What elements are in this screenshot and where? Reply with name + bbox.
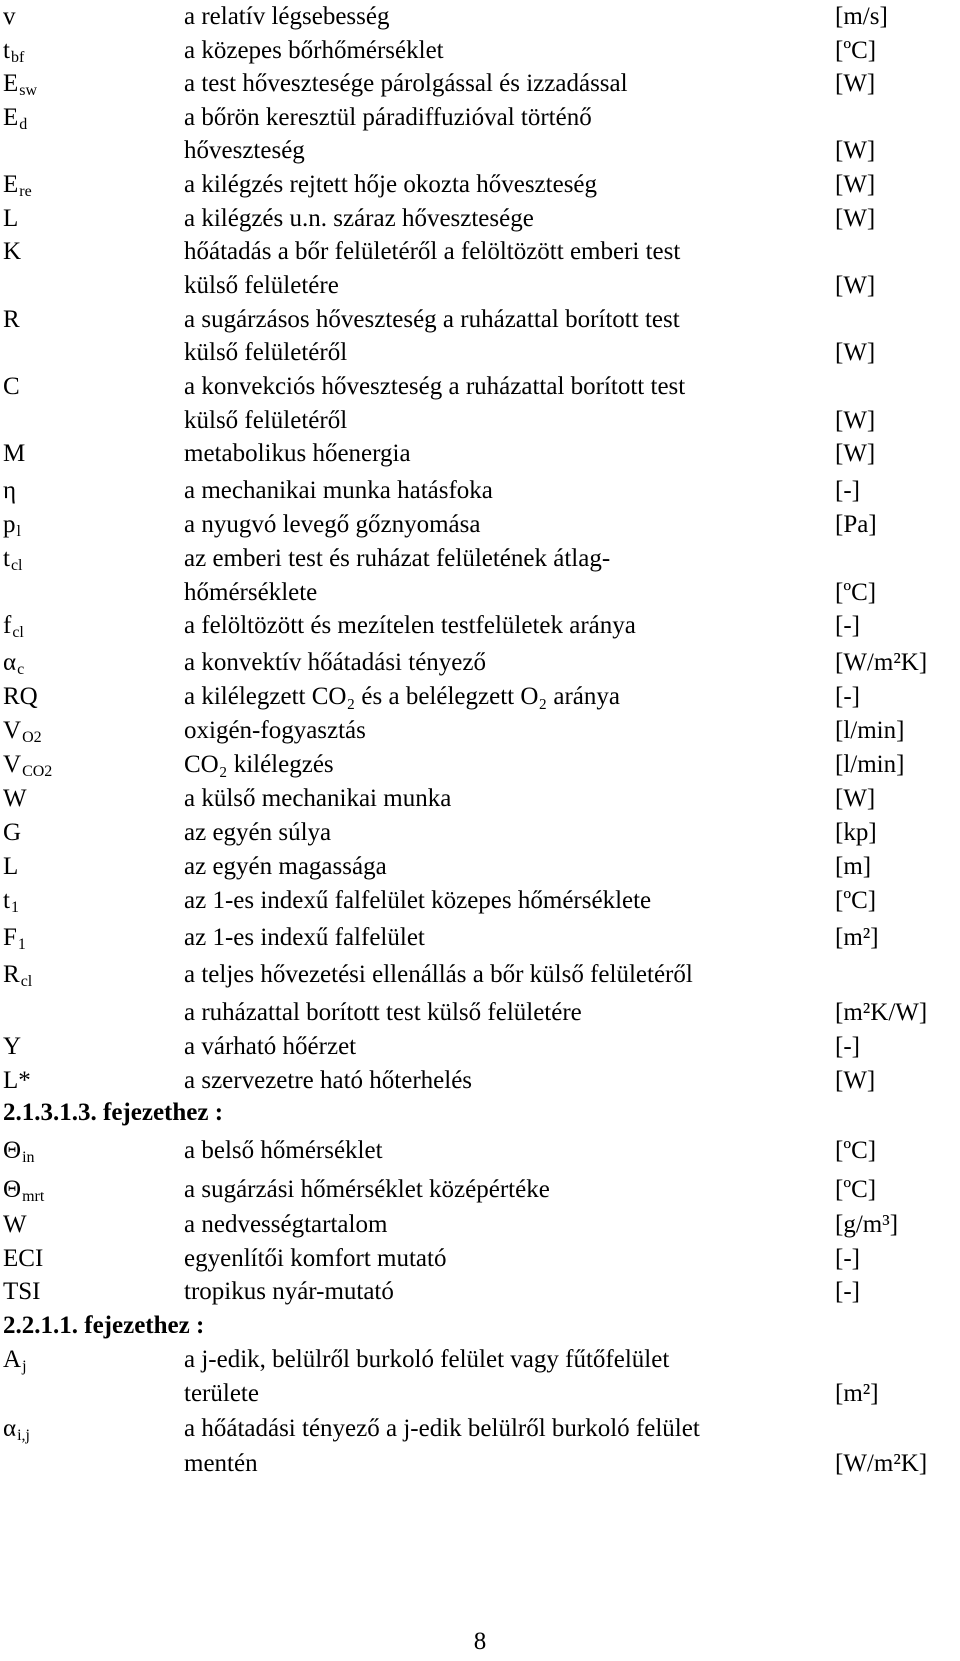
symbol-description: az egyén magassága — [184, 853, 387, 880]
symbol: $\alpha_{i,j}$ — [3, 1415, 30, 1444]
symbol-unit: [-] — [835, 612, 860, 639]
symbol-unit: [l/min] — [835, 751, 905, 778]
symbol-description: a test hővesztesége párolgással és izzadással — [184, 70, 628, 97]
symbol-unit: [W] — [835, 407, 876, 434]
symbol-description: az 1-es indexű falfelület — [184, 924, 425, 951]
symbol-description: a konvektív hőátadási tényező — [184, 649, 486, 676]
symbol: $F_1$ — [3, 924, 26, 953]
symbol-description: a nedvességtartalom — [184, 1211, 388, 1238]
symbol: v — [3, 3, 16, 30]
symbol-unit: [W] — [835, 137, 876, 164]
symbol-description: a kilélegzett CO₂ és a belélegzett O₂ aránya — [184, 683, 620, 710]
symbol-description: külső felületéről — [184, 407, 348, 434]
symbol-unit: [ºC] — [835, 1137, 877, 1164]
symbol-description: a sugárzási hőmérséklet középértéke — [184, 1176, 550, 1203]
symbol-unit: [W] — [835, 339, 876, 366]
symbol: $E_d$ — [3, 104, 28, 133]
section-heading: 2.1.3.1.3. fejezethez : — [3, 1099, 224, 1126]
symbol: η — [3, 477, 17, 504]
symbol-unit: [-] — [835, 1278, 860, 1305]
symbol-unit: [m²] — [835, 1380, 879, 1407]
symbol-unit: [m²] — [835, 924, 879, 951]
symbol: $t_{bf}$ — [3, 37, 25, 66]
symbol-description: a belső hőmérséklet — [184, 1137, 383, 1164]
symbol-unit: [-] — [835, 683, 860, 710]
symbol-unit: [W/m²K] — [835, 1450, 928, 1477]
symbol: $\alpha_c$ — [3, 649, 25, 678]
symbol-description: hőveszteség — [184, 137, 305, 164]
symbol-unit: [m/s] — [835, 3, 888, 30]
symbol: $R_{cl}$ — [3, 961, 33, 990]
symbol: W — [3, 785, 27, 812]
section-heading: 2.2.1.1. fejezethez : — [3, 1312, 205, 1339]
symbol: L* — [3, 1067, 31, 1094]
symbol-description: metabolikus hőenergia — [184, 440, 411, 467]
symbol-unit: [ºC] — [835, 1176, 877, 1203]
symbol-unit: [kp] — [835, 819, 877, 846]
symbol-description: az 1-es indexű falfelület közepes hőmérséklete — [184, 887, 652, 914]
symbol-description: a közepes bőrhőmérséklet — [184, 37, 444, 64]
symbol-description: a szervezetre ható hőterhelés — [184, 1067, 473, 1094]
symbol: $p_l$ — [3, 511, 21, 540]
symbol-unit: [W/m²K] — [835, 649, 928, 676]
symbol-unit: [ºC] — [835, 579, 877, 606]
symbol-description: a mechanikai munka hatásfoka — [184, 477, 493, 504]
symbol-unit: [W] — [835, 440, 876, 467]
symbol: R — [3, 306, 20, 333]
symbol: $t_{cl}$ — [3, 545, 23, 574]
symbol-unit: [l/min] — [835, 717, 905, 744]
symbol-unit: [g/m³] — [835, 1211, 899, 1238]
symbol: $V_{CO2}$ — [3, 751, 53, 780]
symbol-description: a ruházattal borított test külső felületére — [184, 999, 582, 1026]
symbol-unit: [W] — [835, 171, 876, 198]
symbol-unit: [W] — [835, 1067, 876, 1094]
symbol-description: a nyugvó levegő gőznyomása — [184, 511, 481, 538]
symbol-description: a bőrön keresztül páradiffuzióval történő — [184, 104, 592, 131]
symbol-description: a kilégzés u.n. száraz hővesztesége — [184, 205, 534, 232]
symbol-description: területe — [184, 1380, 259, 1407]
symbol-unit: [W] — [835, 785, 876, 812]
symbol: $\Theta_{in}$ — [3, 1137, 35, 1166]
symbol-unit: [-] — [835, 1245, 860, 1272]
symbol-description: a kilégzés rejtett hője okozta hőveszteség — [184, 171, 598, 198]
symbol: C — [3, 373, 20, 400]
symbol-unit: [m²K/W] — [835, 999, 928, 1026]
symbol-description: hőátadás a bőr felületéről a felöltözött emberi test — [184, 238, 681, 265]
symbol-description: a konvekciós hőveszteség a ruházattal borított test — [184, 373, 686, 400]
symbol-unit: [W] — [835, 272, 876, 299]
symbol: $E_{sw}$ — [3, 70, 38, 99]
symbol-description: a relatív légsebesség — [184, 3, 390, 30]
symbol: M — [3, 440, 26, 467]
symbol-description: oxigén-fogyasztás — [184, 717, 366, 744]
symbol-description: külső felületéről — [184, 339, 348, 366]
symbol: TSI — [3, 1278, 41, 1305]
symbol-unit: [ºC] — [835, 37, 877, 64]
symbol: G — [3, 819, 22, 846]
symbol: Y — [3, 1033, 22, 1060]
symbol: $V_{O2}$ — [3, 717, 42, 746]
symbol: W — [3, 1211, 27, 1238]
symbol-unit: [-] — [835, 477, 860, 504]
symbol-description: mentén — [184, 1450, 258, 1477]
symbol: $f_{cl}$ — [3, 612, 24, 641]
symbol-description: az egyén súlya — [184, 819, 332, 846]
symbol-description: tropikus nyár-mutató — [184, 1278, 394, 1305]
symbol-description: a külső mechanikai munka — [184, 785, 452, 812]
symbol: $E_{re}$ — [3, 171, 32, 200]
symbol-unit: [m] — [835, 853, 872, 880]
symbol: $A_j$ — [3, 1346, 27, 1375]
symbol-unit: [Pa] — [835, 511, 877, 538]
symbol-description: a felöltözött és mezítelen testfelületek aránya — [184, 612, 636, 639]
page-number: 8 — [473, 1628, 487, 1655]
symbol: RQ — [3, 683, 38, 710]
symbol: L — [3, 853, 19, 880]
symbol-description: a sugárzásos hőveszteség a ruházattal borított test — [184, 306, 680, 333]
symbol-unit: [-] — [835, 1033, 860, 1060]
symbol-description: az emberi test és ruházat felületének átlag- — [184, 545, 611, 572]
symbol-unit: [W] — [835, 70, 876, 97]
symbol-unit: [W] — [835, 205, 876, 232]
symbol-description: a j-edik, belülről burkoló felület vagy fűtőfelület — [184, 1346, 670, 1373]
symbol: $t_1$ — [3, 887, 19, 916]
symbol: L — [3, 205, 19, 232]
symbol-description: hőmérséklete — [184, 579, 318, 606]
symbol: $\Theta_{mrt}$ — [3, 1176, 45, 1205]
symbol-description: a várható hőérzet — [184, 1033, 357, 1060]
symbol-description: külső felületére — [184, 272, 339, 299]
symbol: K — [3, 238, 22, 265]
symbol-unit: [ºC] — [835, 887, 877, 914]
symbol-description: CO₂ kilélegzés — [184, 751, 334, 778]
symbol-description: a teljes hővezetési ellenállás a bőr külső felületéről — [184, 961, 693, 988]
symbol: ECI — [3, 1245, 44, 1272]
symbol-description: a hőátadási tényező a j-edik belülről burkoló felület — [184, 1415, 700, 1442]
symbol-description: egyenlítői komfort mutató — [184, 1245, 447, 1272]
